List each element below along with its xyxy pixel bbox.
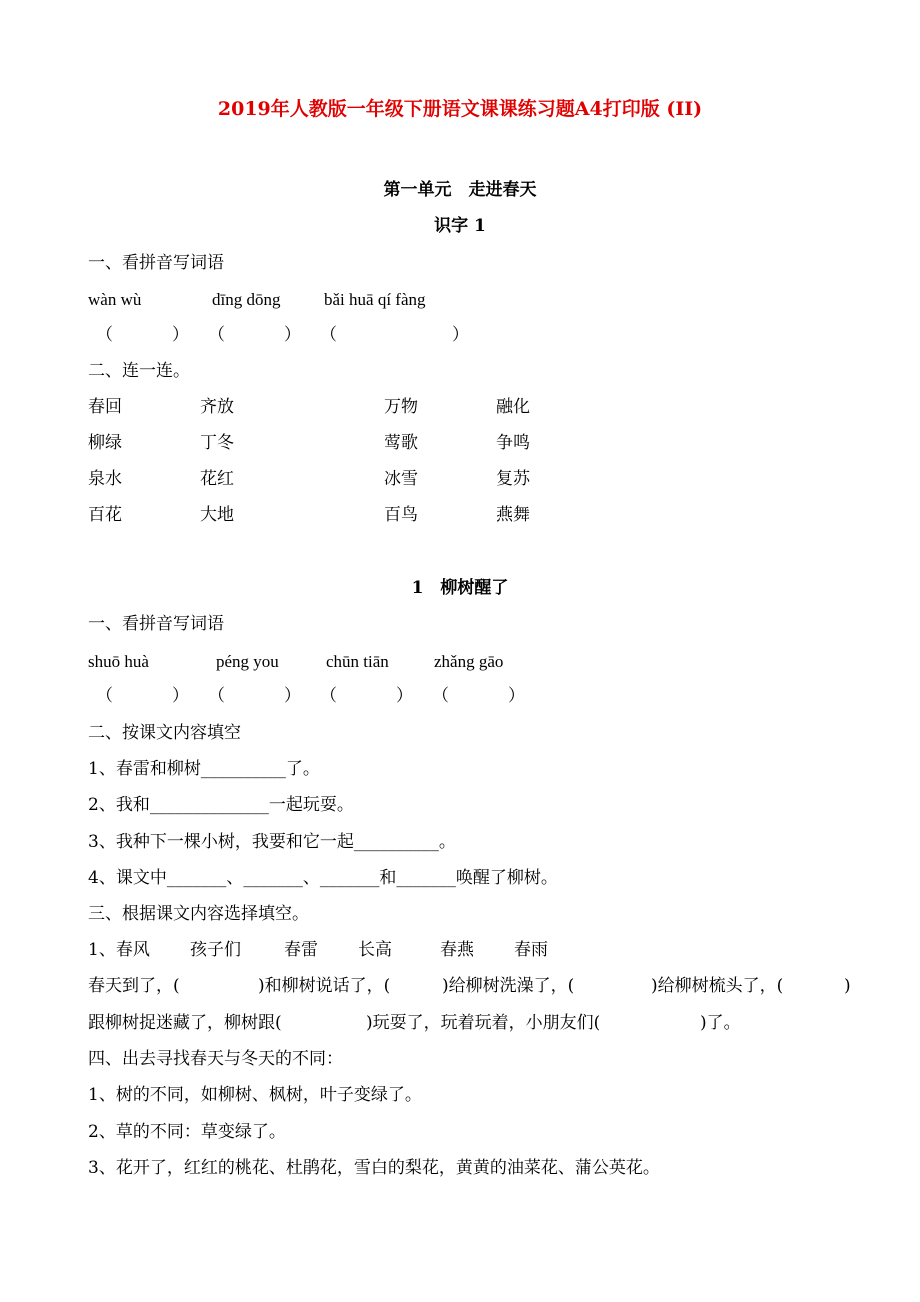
answer-paren-close: ）	[396, 686, 413, 706]
answer-paren-open: （	[208, 325, 225, 345]
document-title: 2019年人教版一年级下册语文课课练习题A4打印版 (II)	[217, 98, 703, 120]
answer-paren-open: （	[208, 686, 225, 706]
pinyin-item: chūn tiān	[326, 652, 389, 671]
paragraph-segment: )给柳树洗澡了，(	[442, 976, 575, 996]
pinyin-item: shuō huà	[88, 652, 149, 671]
match-item: 泉水	[88, 469, 122, 489]
section-heading-lesson1: 1 柳树醒了	[411, 578, 509, 598]
paragraph-segment: )和柳树说话了，(	[258, 976, 391, 996]
paragraph-segment: )玩耍了，玩着玩着，小朋友们(	[366, 1013, 601, 1033]
pinyin-item: zhǎng gāo	[434, 652, 504, 671]
paragraph-segment: )给柳树梳头了，(	[651, 976, 784, 996]
answer-paren-open: （	[320, 686, 337, 706]
question-heading: 四、出去寻找春天与冬天的不同：	[88, 1049, 343, 1069]
pinyin-item: wàn wù	[88, 290, 142, 309]
fill-blank-item: 3、我种下一棵小树，我要和它一起__________。	[88, 832, 456, 852]
match-item: 百花	[88, 505, 122, 525]
fill-blank-item: 2、我和______________一起玩耍。	[88, 795, 354, 815]
match-item: 复苏	[496, 469, 530, 489]
match-item: 百鸟	[384, 505, 418, 525]
answer-paren-close: ）	[508, 686, 525, 706]
pinyin-item: péng you	[216, 652, 279, 671]
match-item: 莺歌	[384, 433, 418, 453]
question-heading: 二、连一连。	[88, 361, 190, 381]
paragraph-segment: )了。	[700, 1013, 741, 1033]
answer-paren-close: ）	[284, 686, 301, 706]
paragraph-segment: 跟柳树捉迷藏了，柳树跟(	[88, 1013, 282, 1033]
paragraph-segment: 春天到了，(	[88, 976, 180, 996]
answer-paren-open: （	[320, 325, 337, 345]
match-item: 花红	[200, 469, 234, 489]
pinyin-item: bǎi huā qí fàng	[324, 290, 426, 309]
option-item: 1、春风	[88, 940, 150, 960]
match-item: 春回	[88, 397, 122, 417]
match-item: 大地	[200, 505, 234, 525]
option-item: 孩子们	[190, 940, 241, 960]
answer-paren-close: ）	[452, 325, 469, 345]
section-heading-shizi: 识字 1	[434, 216, 486, 236]
match-item: 丁冬	[200, 433, 234, 453]
answer-line: 2、草的不同：草变绿了。	[88, 1122, 286, 1142]
unit-heading: 第一单元 走进春天	[383, 180, 537, 200]
answer-paren-open: （	[432, 686, 449, 706]
pinyin-item: dīng dōng	[212, 290, 281, 309]
fill-blank-item: 4、课文中_______、_______、_______和_______唤醒了柳树。	[88, 868, 558, 888]
answer-paren-close: ）	[172, 686, 189, 706]
fill-blank-item: 1、春雷和柳树__________了。	[88, 759, 320, 779]
question-heading: 三、根据课文内容选择填空。	[88, 904, 309, 924]
option-item: 长高	[358, 940, 392, 960]
paragraph-segment: )	[844, 976, 851, 996]
match-item: 柳绿	[88, 433, 122, 453]
answer-paren-open: （	[96, 686, 113, 706]
answer-line: 1、树的不同，如柳树、枫树，叶子变绿了。	[88, 1085, 422, 1105]
match-item: 万物	[384, 397, 418, 417]
question-heading: 一、看拼音写词语	[88, 614, 224, 634]
answer-paren-open: （	[96, 325, 113, 345]
match-item: 冰雪	[384, 469, 418, 489]
match-item: 争鸣	[496, 433, 530, 453]
answer-line: 3、花开了，红红的桃花、杜鹃花，雪白的梨花，黄黄的油菜花、蒲公英花。	[88, 1158, 660, 1178]
question-heading: 一、看拼音写词语	[88, 253, 224, 273]
question-heading: 二、按课文内容填空	[88, 723, 241, 743]
answer-paren-close: ）	[172, 325, 189, 345]
match-item: 燕舞	[496, 505, 530, 525]
match-item: 融化	[496, 397, 530, 417]
option-item: 春燕	[440, 940, 474, 960]
option-item: 春雷	[284, 940, 318, 960]
answer-paren-close: ）	[284, 325, 301, 345]
match-item: 齐放	[200, 397, 234, 417]
option-item: 春雨	[514, 940, 548, 960]
